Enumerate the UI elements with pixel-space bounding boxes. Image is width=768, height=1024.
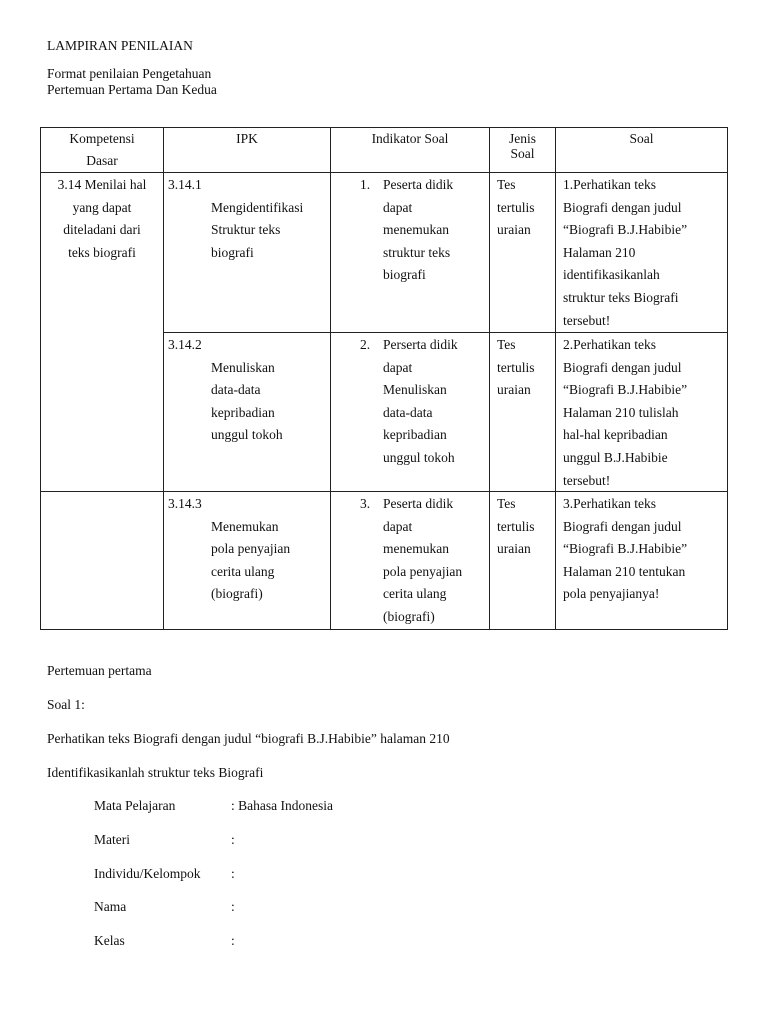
ipk-line: cerita ulang xyxy=(211,563,275,579)
header-kd-line1: Kompetensi xyxy=(69,131,135,146)
subtitle-format: Format penilaian Pengetahuan xyxy=(47,66,212,81)
question-task: Identifikasikanlah struktur teks Biografi xyxy=(47,765,264,780)
indikator-line: kepribadian xyxy=(383,427,447,443)
soal-line: Biografi dengan judul xyxy=(563,199,682,215)
subtitle-meeting: Pertemuan Pertama Dan Kedua xyxy=(47,82,217,97)
assessment-table xyxy=(40,127,728,630)
soal-line: identifikasikanlah xyxy=(563,267,660,283)
soal-line: struktur teks Biografi xyxy=(563,289,679,305)
kd-line: 3.14 Menilai hal xyxy=(57,177,147,192)
kd-line: yang dapat xyxy=(72,199,132,215)
header-ipk xyxy=(163,127,331,173)
ipk-line: biografi xyxy=(211,244,254,260)
indikator-cell-1 xyxy=(330,172,490,333)
indikator-number: 3. xyxy=(360,496,371,511)
indikator-line: (biografi) xyxy=(383,608,435,624)
ipk-number: 3.14.2 xyxy=(168,337,202,352)
jenis-line: Tes xyxy=(497,496,516,511)
jenis-line: uraian xyxy=(497,222,531,238)
ipk-cell-3 xyxy=(163,491,331,630)
ipk-line: Struktur teks xyxy=(211,222,281,238)
indikator-line: struktur teks xyxy=(383,244,451,260)
kd-line: teks biografi xyxy=(68,244,136,260)
soal-cell-2 xyxy=(555,332,728,492)
question-instruction: Perhatikan teks Biografi dengan judul “biografi B.J.Habibie” halaman 210 xyxy=(47,731,450,746)
soal-line: unggul B.J.Habibie xyxy=(563,449,668,465)
meeting-heading: Pertemuan pertama xyxy=(47,663,152,678)
indikator-line: dapat xyxy=(383,518,413,534)
form-value-material: : xyxy=(231,832,235,847)
indikator-line: dapat xyxy=(383,359,413,375)
ipk-number: 3.14.3 xyxy=(168,496,202,511)
jenis-line: uraian xyxy=(497,382,531,398)
form-value-group: : xyxy=(231,866,235,881)
soal-line: Halaman 210 xyxy=(563,244,636,260)
ipk-cell-2 xyxy=(163,332,331,492)
kd-cell xyxy=(40,172,164,492)
jenis-cell-2 xyxy=(489,332,556,492)
soal-cell-3 xyxy=(555,491,728,630)
jenis-line: uraian xyxy=(497,541,531,557)
indikator-line: dapat xyxy=(383,199,413,215)
page-title: LAMPIRAN PENILAIAN xyxy=(47,38,193,53)
soal-cell-1 xyxy=(555,172,728,333)
indikator-line: menemukan xyxy=(383,222,449,238)
soal-line: tersebut! xyxy=(563,472,611,488)
header-jenis-line2: Soal xyxy=(510,146,535,161)
header-ipk-label: IPK xyxy=(236,131,258,146)
ipk-line: Menemukan xyxy=(211,518,279,534)
soal-line: Biografi dengan judul xyxy=(563,359,682,375)
soal-line: 2.Perhatikan teks xyxy=(563,337,656,352)
jenis-cell-3 xyxy=(489,491,556,630)
header-indikator xyxy=(330,127,490,173)
header-kd xyxy=(40,127,164,173)
form-label-class: Kelas xyxy=(94,933,125,948)
indikator-line: unggul tokoh xyxy=(383,449,455,465)
form-label-subject: Mata Pelajaran xyxy=(94,798,176,813)
jenis-line: Tes xyxy=(497,177,516,192)
form-value-name: : xyxy=(231,899,235,914)
jenis-line: tertulis xyxy=(497,199,535,215)
ipk-number: 3.14.1 xyxy=(168,177,202,192)
ipk-line: Mengidentifikasi xyxy=(211,199,304,215)
soal-line: Biografi dengan judul xyxy=(563,518,682,534)
kd-line: diteladani dari xyxy=(63,222,141,238)
soal-line: pola penyajianya! xyxy=(563,586,660,602)
ipk-line: (biografi) xyxy=(211,586,263,602)
indikator-line: data-data xyxy=(383,404,433,420)
form-value-class: : xyxy=(231,933,235,948)
jenis-line: tertulis xyxy=(497,518,535,534)
indikator-number: 2. xyxy=(360,337,371,352)
form-label-material: Materi xyxy=(94,832,130,847)
soal-line: tersebut! xyxy=(563,312,611,328)
indikator-cell-3 xyxy=(330,491,490,630)
header-soal-label: Soal xyxy=(629,131,654,146)
header-kd-line2: Dasar xyxy=(86,153,118,168)
question-label: Soal 1: xyxy=(47,697,85,712)
indikator-line: pola penyajian xyxy=(383,563,463,579)
ipk-line: Menuliskan xyxy=(211,359,275,375)
form-label-name: Nama xyxy=(94,899,127,914)
soal-line: “Biografi B.J.Habibie” xyxy=(563,382,688,398)
indikator-line: Peserta didik xyxy=(383,496,454,511)
ipk-line: kepribadian xyxy=(211,404,275,420)
ipk-line: pola penyajian xyxy=(211,541,291,557)
jenis-line: tertulis xyxy=(497,359,535,375)
jenis-cell-1 xyxy=(489,172,556,333)
ipk-line: data-data xyxy=(211,382,261,398)
soal-line: “Biografi B.J.Habibie” xyxy=(563,541,688,557)
form-label-group: Individu/Kelompok xyxy=(94,866,201,881)
soal-line: Halaman 210 tentukan xyxy=(563,563,686,579)
soal-line: Halaman 210 tulislah xyxy=(563,404,679,420)
header-jenis-line1: Jenis xyxy=(509,131,536,146)
ipk-cell-1 xyxy=(163,172,331,333)
soal-line: hal-hal kepribadian xyxy=(563,427,668,443)
form-value-subject: : Bahasa Indonesia xyxy=(231,798,333,813)
header-soal xyxy=(555,127,728,173)
jenis-line: Tes xyxy=(497,337,516,352)
soal-line: 1.Perhatikan teks xyxy=(563,177,656,192)
indikator-line: biografi xyxy=(383,267,426,283)
indikator-line: menemukan xyxy=(383,541,449,557)
ipk-line: unggul tokoh xyxy=(211,427,283,443)
indikator-number: 1. xyxy=(360,177,371,192)
indikator-line: Peserta didik xyxy=(383,177,454,192)
indikator-cell-2 xyxy=(330,332,490,492)
header-jenis xyxy=(489,127,556,173)
kd-cell-empty xyxy=(40,491,164,630)
soal-line: “Biografi B.J.Habibie” xyxy=(563,222,688,238)
header-indikator-label: Indikator Soal xyxy=(371,131,449,146)
indikator-line: Perserta didik xyxy=(383,337,458,352)
soal-line: 3.Perhatikan teks xyxy=(563,496,656,511)
indikator-line: Menuliskan xyxy=(383,382,447,398)
indikator-line: cerita ulang xyxy=(383,586,447,602)
